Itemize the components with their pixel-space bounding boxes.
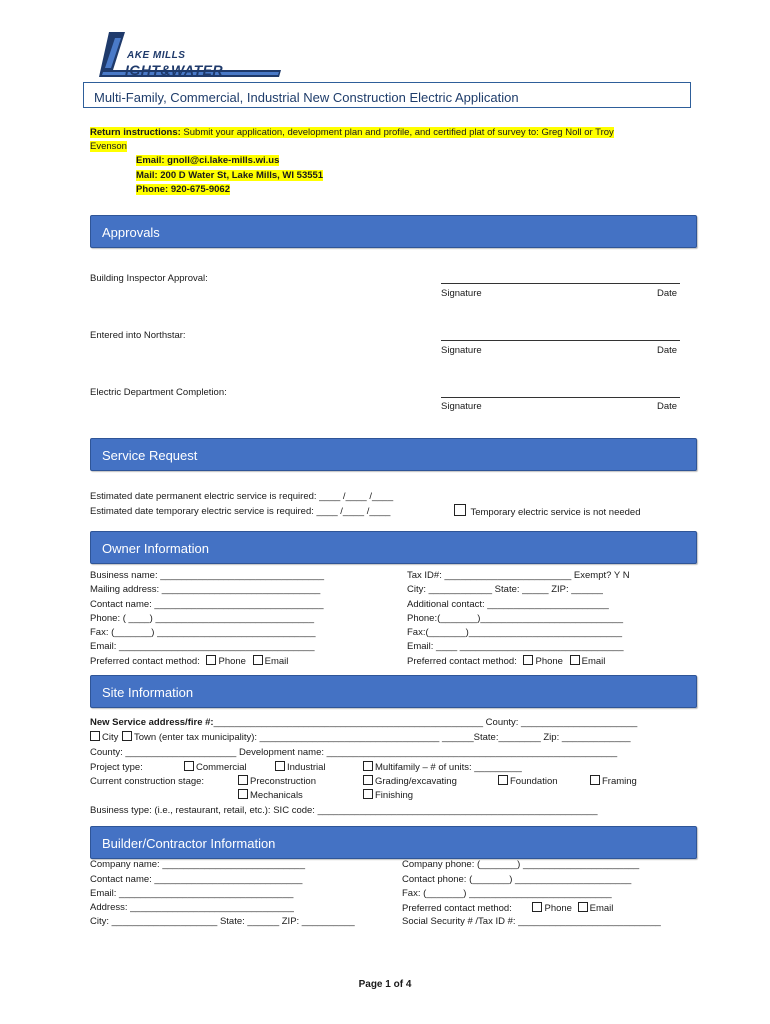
- stage-finishing-option[interactable]: [363, 789, 413, 801]
- site-address-label: New Service address/fire #:: [90, 717, 214, 728]
- builder-company-name-field[interactable]: Company name: ___________________________: [90, 859, 305, 870]
- owner-email2-field[interactable]: Email: ____ _______________________________: [407, 641, 624, 652]
- owner-city-state-zip-field[interactable]: City: ____________ State: _____ ZIP: ______: [407, 584, 603, 595]
- signature-caption: Signature: [441, 288, 482, 299]
- builder-fax-field[interactable]: Fax: (_______) ___________________________: [402, 888, 612, 899]
- owner-pref-phone-checkbox[interactable]: [206, 655, 216, 665]
- owner-email-field[interactable]: Email: _____________________________________: [90, 641, 315, 652]
- owner-pref2-label: Preferred contact method:: [407, 656, 517, 667]
- project-multifamily-option[interactable]: [363, 761, 522, 773]
- builder-pref-label: Preferred contact method:: [402, 903, 512, 914]
- stage-mechanicals-checkbox[interactable]: [238, 789, 248, 799]
- builder-contact-phone-field[interactable]: Contact phone: (_______) ______________________: [402, 874, 632, 885]
- page-number: Page 1 of 4: [358, 979, 412, 990]
- owner-fax-field[interactable]: Fax: (_______) ______________________________: [90, 627, 316, 638]
- owner-preferred-contact: [90, 655, 288, 667]
- builder-pref-email-checkbox[interactable]: [578, 902, 588, 912]
- owner-contact-name-field[interactable]: Contact name: ________________________________: [90, 599, 324, 610]
- owner-pref-phone-label: Phone: [218, 656, 246, 667]
- builder-pref-phone-label: Phone: [544, 903, 572, 914]
- builder-preferred-contact: [402, 902, 613, 914]
- owner-mailing-address-field[interactable]: Mailing address: ______________________________: [90, 584, 321, 595]
- return-phone: Phone: 920-675-9062: [136, 184, 230, 195]
- builder-pref-phone-checkbox[interactable]: [532, 902, 542, 912]
- site-city-label: City: [102, 732, 119, 743]
- stage-grading-option[interactable]: [363, 775, 457, 787]
- owner-pref-label: Preferred contact method:: [90, 656, 200, 667]
- approval-label-northstar: Entered into Northstar:: [90, 330, 186, 341]
- approvals-header: Approvals: [102, 225, 160, 240]
- return-instructions: [90, 127, 614, 138]
- builder-address-field[interactable]: Address: _______________________________: [90, 902, 294, 913]
- project-industrial-label: Industrial: [287, 762, 326, 773]
- owner-business-name-field[interactable]: Business name: _______________________________: [90, 570, 325, 581]
- stage-finishing-label: Finishing: [375, 790, 414, 801]
- return-text: Submit your application, development plan and profile, and certified plat of survey to: Greg Noll or Troy: [180, 127, 614, 138]
- builder-company-phone-field[interactable]: Company phone: (_______) ______________________: [402, 859, 640, 870]
- stage-foundation-label: Foundation: [510, 776, 558, 787]
- form-title: Multi-Family, Commercial, Industrial New Construction Electric Application: [94, 90, 519, 105]
- builder-header-bar: [90, 826, 697, 859]
- site-city-town-row: [90, 731, 631, 743]
- approval-label-building: Building Inspector Approval:: [90, 273, 208, 284]
- owner-pref-email-checkbox[interactable]: [253, 655, 263, 665]
- stage-preconstruction-checkbox[interactable]: [238, 775, 248, 785]
- project-commercial-checkbox[interactable]: [184, 761, 194, 771]
- form-title-bar: [83, 82, 691, 108]
- signature-line-building[interactable]: [441, 283, 680, 284]
- approval-label-electric: Electric Department Completion:: [90, 387, 227, 398]
- temporary-not-needed-option[interactable]: [454, 504, 641, 518]
- permanent-service-date-field[interactable]: Estimated date permanent electric service is required: ____ /____ /____: [90, 491, 394, 502]
- site-county-field[interactable]: County: _____________________ Development name: _______________________________________________________: [90, 747, 618, 758]
- signature-caption: Signature: [441, 345, 482, 356]
- stage-foundation-option[interactable]: [498, 775, 558, 787]
- owner-header-bar: [90, 531, 697, 564]
- logo-text-top: AKE MILLS: [127, 50, 186, 61]
- stage-framing-option[interactable]: [590, 775, 637, 787]
- approvals-header-bar: [90, 215, 697, 248]
- owner-pref2-email-checkbox[interactable]: [570, 655, 580, 665]
- signature-line-electric[interactable]: [441, 397, 680, 398]
- site-address-row[interactable]: [90, 717, 637, 728]
- stage-grading-label: Grading/excavating: [375, 776, 457, 787]
- builder-email-field[interactable]: Email: _________________________________: [90, 888, 294, 899]
- project-multifamily-checkbox[interactable]: [363, 761, 373, 771]
- owner-tax-id-field[interactable]: Tax ID#: ________________________ Exempt? Y N: [407, 570, 630, 581]
- temporary-not-needed-checkbox[interactable]: [454, 504, 466, 516]
- site-town-checkbox[interactable]: [122, 731, 132, 741]
- owner-fax2-field[interactable]: Fax:(_______)_____________________________: [407, 627, 623, 638]
- site-address-field[interactable]: ___________________________________________________ County: ______________________: [213, 717, 638, 728]
- owner-pref-email-label: Email: [264, 656, 289, 667]
- builder-header: Builder/Contractor Information: [102, 836, 276, 851]
- signature-caption: Signature: [441, 401, 482, 412]
- builder-ssn-tax-id-field[interactable]: Social Security # /Tax ID #: ___________________________: [402, 916, 661, 927]
- construction-stage-label: Current construction stage:: [90, 776, 205, 787]
- owner-pref2-phone-label: Phone: [535, 656, 563, 667]
- project-multifamily-label: Multifamily – # of units: _________: [375, 762, 522, 773]
- signature-line-northstar[interactable]: [441, 340, 680, 341]
- return-label: Return instructions:: [90, 127, 181, 138]
- service-header: Service Request: [102, 448, 198, 463]
- date-caption: Date: [657, 288, 678, 299]
- logo-text-bottom: IGHT&WATER: [125, 62, 224, 78]
- stage-mechanicals-option[interactable]: [238, 789, 303, 801]
- stage-preconstruction-label: Preconstruction: [250, 776, 317, 787]
- temporary-service-date-field[interactable]: Estimated date temporary electric service is required: ____ /____ /____: [90, 506, 391, 517]
- project-commercial-label: Commercial: [196, 762, 247, 773]
- site-city-checkbox[interactable]: [90, 731, 100, 741]
- project-type-label: Project type:: [90, 762, 143, 773]
- stage-mechanicals-label: Mechanicals: [250, 790, 303, 801]
- date-caption: Date: [657, 401, 678, 412]
- owner-pref2-email-label: Email: [581, 656, 606, 667]
- temporary-not-needed-label: Temporary electric service is not needed: [470, 507, 641, 518]
- project-industrial-option[interactable]: [275, 761, 326, 773]
- owner-phone2-field[interactable]: Phone:(_______)___________________________: [407, 613, 624, 624]
- date-caption: Date: [657, 345, 678, 356]
- owner-pref2-phone-checkbox[interactable]: [523, 655, 533, 665]
- project-industrial-checkbox[interactable]: [275, 761, 285, 771]
- return-mail: Mail: 200 D Water St, Lake Mills, WI 53551: [136, 170, 324, 181]
- project-commercial-option[interactable]: [184, 761, 247, 773]
- lake-mills-logo: [95, 30, 295, 82]
- builder-city-state-zip-field[interactable]: City: ____________________ State: ______ ZIP: __________: [90, 916, 355, 927]
- stage-preconstruction-option[interactable]: [238, 775, 316, 787]
- stage-grading-checkbox[interactable]: [363, 775, 373, 785]
- return-email: Email: gnoll@ci.lake-mills.wi.us: [136, 155, 280, 166]
- owner-additional-contact-field[interactable]: Additional contact: _______________________: [407, 599, 609, 610]
- owner-preferred-contact-2: [407, 655, 605, 667]
- return-text-cont: Evenson: [90, 141, 127, 152]
- stage-framing-checkbox[interactable]: [590, 775, 600, 785]
- stage-foundation-checkbox[interactable]: [498, 775, 508, 785]
- owner-header: Owner Information: [102, 541, 209, 556]
- site-town-field[interactable]: Town (enter tax municipality): __________________________________ ______State:________ Zip: _____________: [134, 732, 631, 743]
- site-header-bar: [90, 675, 697, 708]
- stage-finishing-checkbox[interactable]: [363, 789, 373, 799]
- business-type-field[interactable]: Business type: (i.e., restaurant, retail, etc.): SIC code: _____________________________________________________: [90, 805, 598, 816]
- site-header: Site Information: [102, 685, 194, 700]
- builder-pref-email-label: Email: [589, 903, 614, 914]
- owner-phone-field[interactable]: Phone: ( ____) ______________________________: [90, 613, 314, 624]
- stage-framing-label: Framing: [602, 776, 637, 787]
- service-header-bar: [90, 438, 697, 471]
- builder-contact-name-field[interactable]: Contact name: ____________________________: [90, 874, 303, 885]
